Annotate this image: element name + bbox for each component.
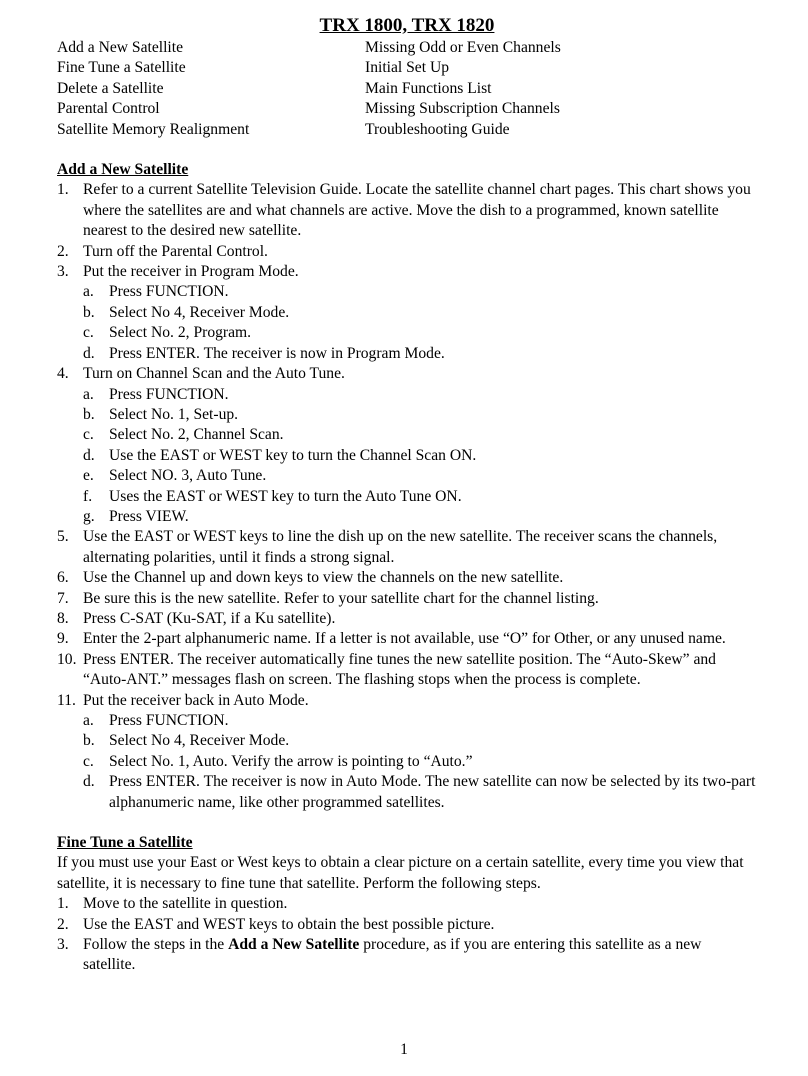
fine-tune-intro: If you must use your East or West keys to obtain a clear picture on a certain satellite, every time you view that satellite, it is necessary to fine tune that satellite. Perform the following steps. <box>57 854 744 892</box>
substep-letter: a. <box>83 283 94 301</box>
substep-letter: e. <box>83 467 94 485</box>
add-satellite-steps <box>57 180 757 813</box>
page-title: TRX 1800, TRX 1820 <box>319 15 495 36</box>
step-number: 1. <box>57 181 69 199</box>
substep-text: Select No. 2, Program. <box>109 324 252 342</box>
step-text: Turn off the Parental Control. <box>83 242 268 260</box>
step-item <box>57 629 757 649</box>
step-item <box>57 527 757 568</box>
substep-letter: f. <box>83 487 93 505</box>
step-number: 8. <box>57 609 69 627</box>
step-text: Press ENTER. The receiver automatically fine tunes the new satellite position. The “Auto-Skew” and “Auto-ANT.” messages flash on screen. The flashing stops when the process is complete. <box>83 650 716 689</box>
substep-item <box>57 385 757 405</box>
substep-letter: c. <box>83 324 94 342</box>
step-number: 3. <box>57 936 69 954</box>
step-item <box>57 568 757 588</box>
toc-right-column <box>365 38 757 140</box>
step-text: Press C-SAT (Ku-SAT, if a Ku satellite). <box>83 609 336 627</box>
substep-item <box>57 323 757 343</box>
fine-tune-steps <box>57 894 757 976</box>
substep-item <box>57 487 757 507</box>
step-text: Use the EAST or WEST keys to line the dish up on the new satellite. The receiver scans the channels, alternating polarities, until it finds a strong signal. <box>83 528 718 566</box>
substep-text: Press FUNCTION. <box>109 385 229 403</box>
substep-text: Uses the EAST or WEST key to turn the Auto Tune ON. <box>109 487 462 505</box>
substep-item <box>57 772 757 813</box>
table-of-contents <box>57 38 757 140</box>
step-item <box>57 915 757 935</box>
toc-link-parental-control[interactable]: Parental Control <box>57 100 160 118</box>
toc-left-column <box>57 38 365 140</box>
substep-letter: g. <box>83 507 95 525</box>
substep-item <box>57 507 757 527</box>
substep-item <box>57 711 757 731</box>
step-text: Put the receiver back in Auto Mode. <box>83 691 309 709</box>
step-number: 11. <box>57 691 76 709</box>
step-number: 4. <box>57 365 69 383</box>
substep-letter: a. <box>83 712 94 729</box>
substep-letter: c. <box>83 426 94 444</box>
step-number: 1. <box>57 895 69 913</box>
substep-letter: a. <box>83 385 94 403</box>
step-text: Turn on Channel Scan and the Auto Tune. <box>83 365 345 383</box>
substep-text: Press FUNCTION. <box>109 712 229 729</box>
substep-text: Press FUNCTION. <box>109 283 229 301</box>
substep-item <box>57 303 757 323</box>
substep-letter: c. <box>83 752 94 770</box>
step-item <box>57 691 757 711</box>
step-text: procedure, as if you are entering this satellite as a new satellite. <box>83 936 702 974</box>
step-item <box>57 262 757 282</box>
step-item <box>57 650 757 691</box>
toc-link-memory-realignment[interactable]: Satellite Memory Realignment <box>57 120 250 138</box>
step-item <box>57 180 757 241</box>
substep-letter: d. <box>83 446 95 464</box>
substep-letter: d. <box>83 344 95 362</box>
substep-item <box>57 446 757 466</box>
step-text: Put the receiver in Program Mode. <box>83 263 299 281</box>
substep-text: Select No 4, Receiver Mode. <box>109 303 290 321</box>
step-text: Use the Channel up and down keys to view the channels on the new satellite. <box>83 569 564 587</box>
substep-text: Press ENTER. The receiver is now in Program Mode. <box>109 344 445 362</box>
step-number: 2. <box>57 915 69 933</box>
substep-text: Press VIEW. <box>109 507 189 525</box>
substep-text: Use the EAST or WEST key to turn the Channel Scan ON. <box>109 446 477 464</box>
toc-link-main-functions[interactable]: Main Functions List <box>365 79 492 97</box>
step-text: Be sure this is the new satellite. Refer to your satellite chart for the channel listing. <box>83 589 599 607</box>
step-text: Use the EAST and WEST keys to obtain the best possible picture. <box>83 915 495 933</box>
document-page <box>57 14 757 976</box>
step-text: Move to the satellite in question. <box>83 895 288 913</box>
step-item <box>57 609 757 629</box>
substep-item <box>57 282 757 302</box>
toc-link-initial-setup[interactable]: Initial Set Up <box>365 59 450 77</box>
step-item <box>57 894 757 914</box>
step-number: 7. <box>57 589 69 607</box>
substep-item <box>57 405 757 425</box>
step-text: Refer to a current Satellite Television Guide. Locate the satellite channel chart pages. This chart shows you where the satellites are and what channels are active. Move the dish to a programmed, known satellite nearest to the desired new satellite. <box>83 181 751 240</box>
substep-text: Select No. 1, Set-up. <box>109 405 239 423</box>
substep-item <box>57 466 757 486</box>
step-number: 6. <box>57 569 69 587</box>
toc-link-troubleshooting[interactable]: Troubleshooting Guide <box>365 120 510 138</box>
toc-link-subscription-channels[interactable]: Missing Subscription Channels <box>365 100 560 118</box>
substep-letter: b. <box>83 303 95 321</box>
step-number: 2. <box>57 242 69 260</box>
procedure-reference: Add a New Satellite <box>228 936 360 954</box>
step-text: Follow the steps in the <box>83 936 229 954</box>
substep-text: Select No. 1, Auto. Verify the arrow is pointing to “Auto.” <box>109 752 473 770</box>
step-item <box>57 935 757 976</box>
toc-link-delete-satellite[interactable]: Delete a Satellite <box>57 79 164 97</box>
substep-item <box>57 425 757 445</box>
substep-item <box>57 752 757 772</box>
step-text: Enter the 2-part alphanumeric name. If a letter is not available, use “O” for Other, or any unused name. <box>83 630 726 648</box>
substep-letter: d. <box>83 773 95 791</box>
substep-letter: b. <box>83 732 95 750</box>
page-number: 1 <box>400 1041 408 1058</box>
substep-item <box>57 731 757 751</box>
step-number: 9. <box>57 630 69 648</box>
substep-item <box>57 344 757 364</box>
section-heading-add-satellite: Add a New Satellite <box>57 161 189 179</box>
substep-text: Select No 4, Receiver Mode. <box>109 732 290 750</box>
step-item <box>57 364 757 384</box>
substep-text: Press ENTER. The receiver is now in Auto Mode. The new satellite can now be selected by its two-part alphanumeric name, like other programmed satellites. <box>109 773 756 811</box>
substep-text: Select No. 2, Channel Scan. <box>109 426 284 444</box>
step-number: 5. <box>57 528 69 546</box>
step-item <box>57 589 757 609</box>
step-number: 3. <box>57 263 69 281</box>
substep-letter: b. <box>83 405 95 423</box>
substep-text: Select NO. 3, Auto Tune. <box>109 467 267 485</box>
section-heading-fine-tune: Fine Tune a Satellite <box>57 834 193 852</box>
toc-link-add-satellite[interactable]: Add a New Satellite <box>57 39 184 56</box>
toc-link-missing-channels[interactable]: Missing Odd or Even Channels <box>365 39 561 56</box>
step-number: 10. <box>57 650 77 668</box>
step-item <box>57 242 757 262</box>
toc-link-fine-tune[interactable]: Fine Tune a Satellite <box>57 59 186 77</box>
